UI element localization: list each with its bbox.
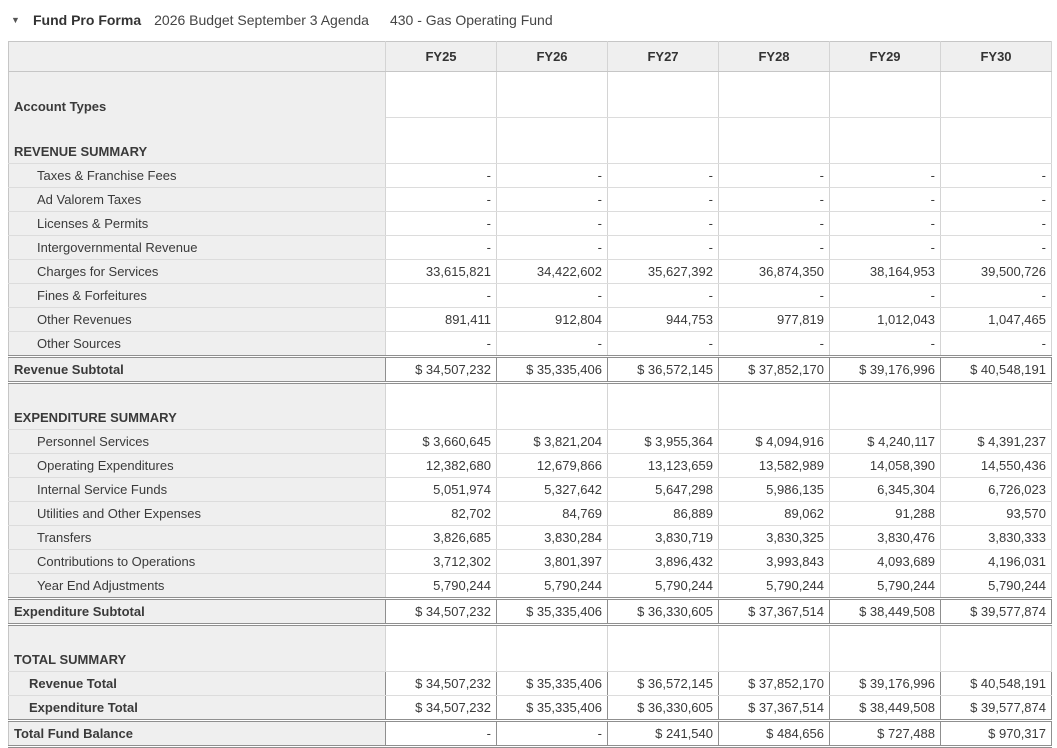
- section-title-bar: [8, 11, 1050, 29]
- cell-fy29: $ 39,176,996: [830, 357, 941, 383]
- cell-fy27: 3,830,719: [608, 526, 719, 550]
- cell-fy28: $ 4,094,916: [719, 430, 830, 454]
- table-row: [9, 383, 1052, 430]
- table-row: [9, 188, 1052, 212]
- cell-fy25: 3,826,685: [386, 526, 497, 550]
- cell-fy25: -: [386, 236, 497, 260]
- cell-fy25: 5,790,244: [386, 574, 497, 599]
- cell-fy30: $ 4,391,237: [941, 430, 1052, 454]
- column-header-fy28: FY28: [719, 42, 830, 72]
- row-label: Intergovernmental Revenue: [9, 236, 386, 260]
- cell-fy27: 13,123,659: [608, 454, 719, 478]
- cell-fy26: $ 3,821,204: [497, 430, 608, 454]
- cell-fy26: 34,422,602: [497, 260, 608, 284]
- cell-fy30: 4,196,031: [941, 550, 1052, 574]
- cell-fy27: $ 36,572,145: [608, 672, 719, 696]
- table-header-row: [9, 42, 1052, 72]
- cell-fy25: [386, 383, 497, 430]
- cell-fy26: -: [497, 164, 608, 188]
- cell-fy25: [386, 625, 497, 672]
- cell-fy29: 38,164,953: [830, 260, 941, 284]
- row-label: Year End Adjustments: [9, 574, 386, 599]
- cell-fy30: -: [941, 212, 1052, 236]
- cell-fy28: -: [719, 212, 830, 236]
- table-body: [9, 72, 1052, 747]
- cell-fy30: $ 970,317: [941, 721, 1052, 747]
- cell-fy29: [830, 72, 941, 118]
- cell-fy29: -: [830, 284, 941, 308]
- cell-fy30: [941, 383, 1052, 430]
- row-label: Expenditure Total: [9, 696, 386, 721]
- row-label: Transfers: [9, 526, 386, 550]
- cell-fy29: 3,830,476: [830, 526, 941, 550]
- cell-fy25: $ 34,507,232: [386, 599, 497, 625]
- cell-fy30: $ 40,548,191: [941, 357, 1052, 383]
- row-label: Taxes & Franchise Fees: [9, 164, 386, 188]
- cell-fy26: -: [497, 332, 608, 357]
- table-row: [9, 502, 1052, 526]
- cell-fy28: -: [719, 188, 830, 212]
- row-label: REVENUE SUMMARY: [9, 118, 386, 164]
- cell-fy29: -: [830, 164, 941, 188]
- cell-fy26: 5,327,642: [497, 478, 608, 502]
- cell-fy27: -: [608, 236, 719, 260]
- row-label: Contributions to Operations: [9, 550, 386, 574]
- cell-fy30: [941, 72, 1052, 118]
- cell-fy28: 13,582,989: [719, 454, 830, 478]
- cell-fy28: $ 37,367,514: [719, 599, 830, 625]
- cell-fy26: [497, 625, 608, 672]
- cell-fy25: 33,615,821: [386, 260, 497, 284]
- row-label: Internal Service Funds: [9, 478, 386, 502]
- cell-fy26: $ 35,335,406: [497, 696, 608, 721]
- cell-fy26: [497, 383, 608, 430]
- cell-fy27: [608, 72, 719, 118]
- table-row: [9, 357, 1052, 383]
- cell-fy28: -: [719, 164, 830, 188]
- row-label: Ad Valorem Taxes: [9, 188, 386, 212]
- cell-fy28: $ 484,656: [719, 721, 830, 747]
- cell-fy25: [386, 118, 497, 164]
- cell-fy30: [941, 625, 1052, 672]
- table-row: [9, 574, 1052, 599]
- row-label: Account Types: [9, 72, 386, 118]
- cell-fy29: -: [830, 236, 941, 260]
- cell-fy25: -: [386, 284, 497, 308]
- cell-fy25: 891,411: [386, 308, 497, 332]
- table-row: [9, 430, 1052, 454]
- cell-fy30: 1,047,465: [941, 308, 1052, 332]
- cell-fy28: 3,993,843: [719, 550, 830, 574]
- row-label: Operating Expenditures: [9, 454, 386, 478]
- cell-fy26: 12,679,866: [497, 454, 608, 478]
- cell-fy30: 14,550,436: [941, 454, 1052, 478]
- cell-fy26: -: [497, 212, 608, 236]
- cell-fy26: 3,801,397: [497, 550, 608, 574]
- cell-fy30: -: [941, 236, 1052, 260]
- cell-fy27: $ 36,330,605: [608, 696, 719, 721]
- column-header-fy27: FY27: [608, 42, 719, 72]
- cell-fy27: -: [608, 212, 719, 236]
- table-row: [9, 332, 1052, 357]
- table-row: [9, 696, 1052, 721]
- table-row: [9, 526, 1052, 550]
- row-label: Licenses & Permits: [9, 212, 386, 236]
- cell-fy26: $ 35,335,406: [497, 599, 608, 625]
- cell-fy25: $ 3,660,645: [386, 430, 497, 454]
- cell-fy27: 86,889: [608, 502, 719, 526]
- cell-fy27: [608, 625, 719, 672]
- table-row: [9, 599, 1052, 625]
- cell-fy29: [830, 118, 941, 164]
- column-header-fy30: FY30: [941, 42, 1052, 72]
- table-row: [9, 478, 1052, 502]
- row-label: Charges for Services: [9, 260, 386, 284]
- cell-fy26: 5,790,244: [497, 574, 608, 599]
- cell-fy30: 5,790,244: [941, 574, 1052, 599]
- cell-fy25: -: [386, 332, 497, 357]
- cell-fy25: 82,702: [386, 502, 497, 526]
- cell-fy26: -: [497, 721, 608, 747]
- cell-fy29: [830, 625, 941, 672]
- table-row: [9, 284, 1052, 308]
- cell-fy30: -: [941, 332, 1052, 357]
- cell-fy27: $ 3,955,364: [608, 430, 719, 454]
- cell-fy26: $ 35,335,406: [497, 672, 608, 696]
- cell-fy28: 36,874,350: [719, 260, 830, 284]
- row-label: Expenditure Subtotal: [9, 599, 386, 625]
- row-label: Other Revenues: [9, 308, 386, 332]
- cell-fy26: -: [497, 188, 608, 212]
- cell-fy30: 6,726,023: [941, 478, 1052, 502]
- table-row: [9, 550, 1052, 574]
- table-row: [9, 236, 1052, 260]
- row-label: EXPENDITURE SUMMARY: [9, 383, 386, 430]
- cell-fy29: $ 38,449,508: [830, 696, 941, 721]
- cell-fy25: $ 34,507,232: [386, 672, 497, 696]
- cell-fy28: 5,790,244: [719, 574, 830, 599]
- cell-fy27: -: [608, 188, 719, 212]
- row-label: Revenue Total: [9, 672, 386, 696]
- cell-fy27: $ 36,572,145: [608, 357, 719, 383]
- cell-fy29: -: [830, 212, 941, 236]
- cell-fy29: 91,288: [830, 502, 941, 526]
- cell-fy27: 35,627,392: [608, 260, 719, 284]
- row-label: Utilities and Other Expenses: [9, 502, 386, 526]
- cell-fy27: -: [608, 332, 719, 357]
- cell-fy25: 5,051,974: [386, 478, 497, 502]
- table-row: [9, 721, 1052, 747]
- cell-fy25: -: [386, 212, 497, 236]
- pro-forma-table: [8, 41, 1052, 748]
- cell-fy29: $ 39,176,996: [830, 672, 941, 696]
- cell-fy28: [719, 383, 830, 430]
- cell-fy28: 3,830,325: [719, 526, 830, 550]
- cell-fy29: 5,790,244: [830, 574, 941, 599]
- table-row: [9, 625, 1052, 672]
- table-row: [9, 672, 1052, 696]
- cell-fy26: -: [497, 284, 608, 308]
- cell-fy25: -: [386, 721, 497, 747]
- cell-fy25: -: [386, 188, 497, 212]
- cell-fy26: [497, 118, 608, 164]
- cell-fy25: 12,382,680: [386, 454, 497, 478]
- cell-fy27: -: [608, 164, 719, 188]
- cell-fy28: $ 37,852,170: [719, 672, 830, 696]
- cell-fy28: [719, 118, 830, 164]
- table-row: [9, 260, 1052, 284]
- cell-fy28: [719, 625, 830, 672]
- cell-fy30: 39,500,726: [941, 260, 1052, 284]
- row-label: Total Fund Balance: [9, 721, 386, 747]
- cell-fy29: 14,058,390: [830, 454, 941, 478]
- cell-fy30: -: [941, 164, 1052, 188]
- cell-fy30: -: [941, 284, 1052, 308]
- cell-fy29: $ 38,449,508: [830, 599, 941, 625]
- column-header-fy26: FY26: [497, 42, 608, 72]
- table-row: [9, 308, 1052, 332]
- cell-fy25: 3,712,302: [386, 550, 497, 574]
- cell-fy26: 84,769: [497, 502, 608, 526]
- table-row: [9, 164, 1052, 188]
- cell-fy26: 912,804: [497, 308, 608, 332]
- cell-fy28: $ 37,852,170: [719, 357, 830, 383]
- budget-name-label: 2026 Budget September 3 Agenda: [154, 12, 369, 28]
- cell-fy26: [497, 72, 608, 118]
- cell-fy27: 5,647,298: [608, 478, 719, 502]
- cell-fy30: -: [941, 188, 1052, 212]
- cell-fy26: -: [497, 236, 608, 260]
- cell-fy28: $ 37,367,514: [719, 696, 830, 721]
- cell-fy30: 3,830,333: [941, 526, 1052, 550]
- row-label: Revenue Subtotal: [9, 357, 386, 383]
- cell-fy25: [386, 72, 497, 118]
- cell-fy30: [941, 118, 1052, 164]
- page-title[interactable]: Fund Pro Forma: [33, 12, 142, 28]
- cell-fy29: 1,012,043: [830, 308, 941, 332]
- cell-fy30: 93,570: [941, 502, 1052, 526]
- row-label: Other Sources: [9, 332, 386, 357]
- cell-fy27: 3,896,432: [608, 550, 719, 574]
- cell-fy27: 944,753: [608, 308, 719, 332]
- cell-fy29: $ 4,240,117: [830, 430, 941, 454]
- column-header-fy25: FY25: [386, 42, 497, 72]
- cell-fy27: $ 36,330,605: [608, 599, 719, 625]
- row-label: Personnel Services: [9, 430, 386, 454]
- cell-fy28: -: [719, 284, 830, 308]
- cell-fy27: [608, 118, 719, 164]
- cell-fy29: [830, 383, 941, 430]
- cell-fy28: -: [719, 332, 830, 357]
- cell-fy26: $ 35,335,406: [497, 357, 608, 383]
- cell-fy27: 5,790,244: [608, 574, 719, 599]
- cell-fy29: 6,345,304: [830, 478, 941, 502]
- cell-fy30: $ 39,577,874: [941, 696, 1052, 721]
- table-row: [9, 212, 1052, 236]
- cell-fy29: $ 727,488: [830, 721, 941, 747]
- row-label: TOTAL SUMMARY: [9, 625, 386, 672]
- cell-fy29: -: [830, 332, 941, 357]
- cell-fy29: -: [830, 188, 941, 212]
- cell-fy29: 4,093,689: [830, 550, 941, 574]
- cell-fy26: 3,830,284: [497, 526, 608, 550]
- cell-fy28: 5,986,135: [719, 478, 830, 502]
- cell-fy30: $ 40,548,191: [941, 672, 1052, 696]
- row-label: Fines & Forfeitures: [9, 284, 386, 308]
- table-row: [9, 118, 1052, 164]
- table-row: [9, 454, 1052, 478]
- table-row: [9, 72, 1052, 118]
- corner-header-cell: [9, 42, 386, 72]
- cell-fy27: [608, 383, 719, 430]
- cell-fy28: -: [719, 236, 830, 260]
- cell-fy27: -: [608, 284, 719, 308]
- cell-fy25: $ 34,507,232: [386, 696, 497, 721]
- cell-fy28: 977,819: [719, 308, 830, 332]
- cell-fy28: 89,062: [719, 502, 830, 526]
- cell-fy30: $ 39,577,874: [941, 599, 1052, 625]
- cell-fy25: -: [386, 164, 497, 188]
- collapse-caret-icon[interactable]: ▼: [11, 15, 20, 25]
- cell-fy25: $ 34,507,232: [386, 357, 497, 383]
- column-header-fy29: FY29: [830, 42, 941, 72]
- fund-name-label: 430 - Gas Operating Fund: [389, 12, 553, 28]
- cell-fy28: [719, 72, 830, 118]
- cell-fy27: $ 241,540: [608, 721, 719, 747]
